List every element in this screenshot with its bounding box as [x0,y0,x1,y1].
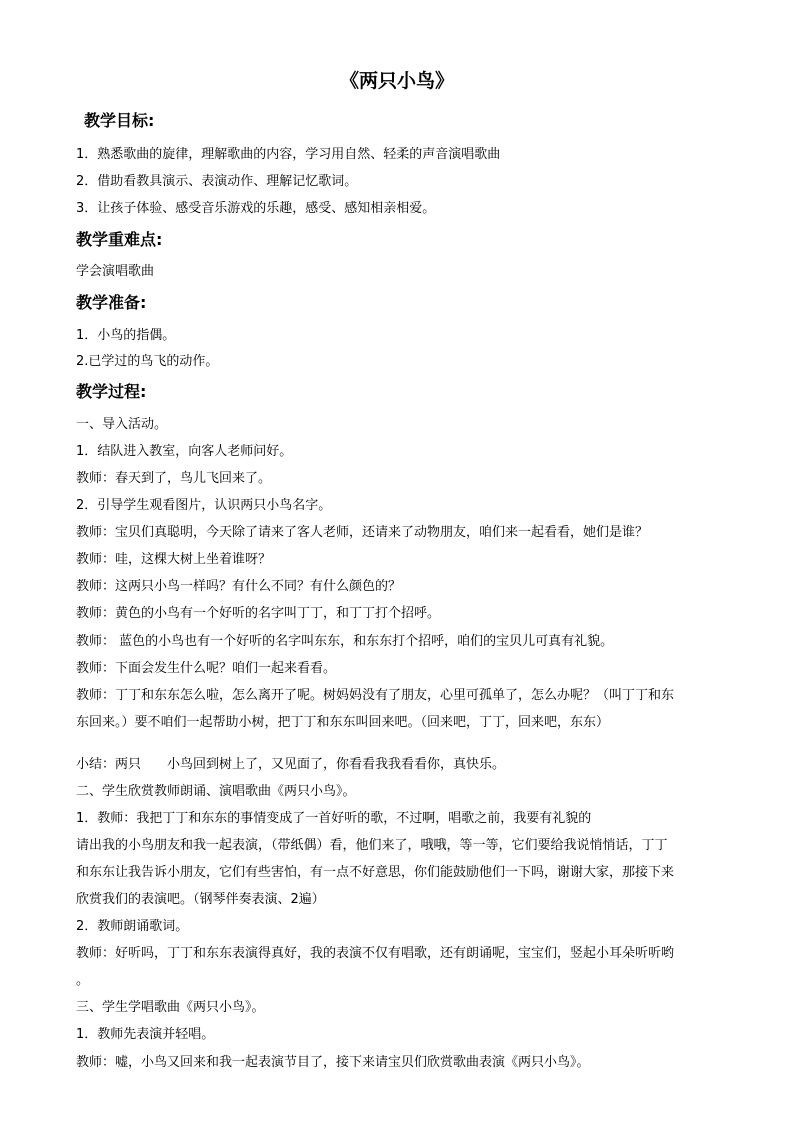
preparation-item: 2.已学过的鸟飞的动作。 [76,354,219,369]
process-line: 教师：黄色的小鸟有一个好听的名字叫丁丁，和丁丁打个招呼。 [76,606,441,621]
process-line: 小结：两只 小鸟回到树上了，又见面了，你看看我我看看你，真快乐。 [76,757,506,772]
process-line: 教师：春天到了，鸟儿飞回来了。 [76,471,272,486]
process-line: 三、学生学唱歌曲《两只小鸟》。 [76,1000,265,1015]
process-line: 二、学生欣赏教师朗诵、演唱歌曲《两只小鸟》。 [76,784,356,799]
preparation-item: 1．小鸟的指偶。 [76,328,176,343]
goals-heading: 教学目标: [84,111,155,130]
process-line: 教师：下面会发生什么呢？咱们一起来看看。 [76,661,337,676]
process-line: 。 [76,973,90,988]
process-heading: 教学过程: [76,382,147,401]
process-line: 教师：丁丁和东东怎么啦，怎么离开了呢。树妈妈没有了朋友，心里可孤单了，怎么办呢？（叫丁丁和东 [76,688,675,703]
process-line: 1．教师先表演并轻唱。 [76,1027,215,1042]
process-line: 教师：这两只小鸟一样吗？有什么不同？有什么颜色的？ [76,579,402,594]
document-title: 《两只小鸟》 [339,70,454,92]
process-line: 请出我的小鸟朋友和我一起表演，（带纸偶）看，他们来了，哦哦，等一等，它们要给我说悄悄话，丁丁 [76,838,668,853]
process-line: 1．结队进入教室，向客人老师问好。 [76,444,293,459]
key-point-item: 学会演唱歌曲 [76,264,155,279]
goal-item: 1．熟悉歌曲的旋律，理解歌曲的内容，学习用自然、轻柔的声音演唱歌曲 [76,147,501,162]
process-line: 2．教师朗诵歌词。 [76,919,189,934]
process-line: 教师：好听吗，丁丁和东东表演得真好，我的表演不仅有唱歌，还有朗诵呢，宝宝们，竖起小耳朵听听哟 [76,946,675,961]
process-line: 和东东让我告诉小朋友，它们有些害怕，有一点不好意思，你们能鼓励他们一下吗，谢谢大家，那接下来 [76,865,675,880]
process-line: 教师： 蓝色的小鸟也有一个好听的名字叫东东，和东东打个招呼，咱们的宝贝儿可真有礼貌。 [76,634,614,649]
process-line: 1．教师：我把丁丁和东东的事情变成了一首好听的歌，不过啊，唱歌之前，我要有礼貌的 [76,811,592,826]
process-line: 教师：哇，这棵大树上坐着谁呀？ [76,552,272,567]
process-line: 教师：宝贝们真聪明，今天除了请来了客人老师，还请来了动物朋友，咱们来一起看看，她们是谁？ [76,525,649,540]
key-points-heading: 教学重难点: [76,230,163,249]
process-line: 欣赏我们的表演吧。（钢琴伴奏表演、2遍） [76,892,325,907]
process-line: 一、导入活动。 [76,417,168,432]
process-line: 教师：嘘，小鸟又回来和我一起表演节目了，接下来请宝贝们欣赏歌曲表演《两只小鸟》。 [76,1055,590,1070]
goal-item: 3．让孩子体验、感受音乐游戏的乐趣，感受、感知相亲相爱。 [76,201,436,216]
goal-item: 2．借助看教具演示、表演动作、理解记忆歌词。 [76,174,358,189]
preparation-heading: 教学准备: [76,293,147,312]
process-line: 东回来。）要不咱们一起帮助小树，把丁丁和东东叫回来吧。（回来吧，丁丁，回来吧，东东） [76,715,610,730]
process-line: 2．引导学生观看图片，认识两只小鸟名字。 [76,498,332,513]
